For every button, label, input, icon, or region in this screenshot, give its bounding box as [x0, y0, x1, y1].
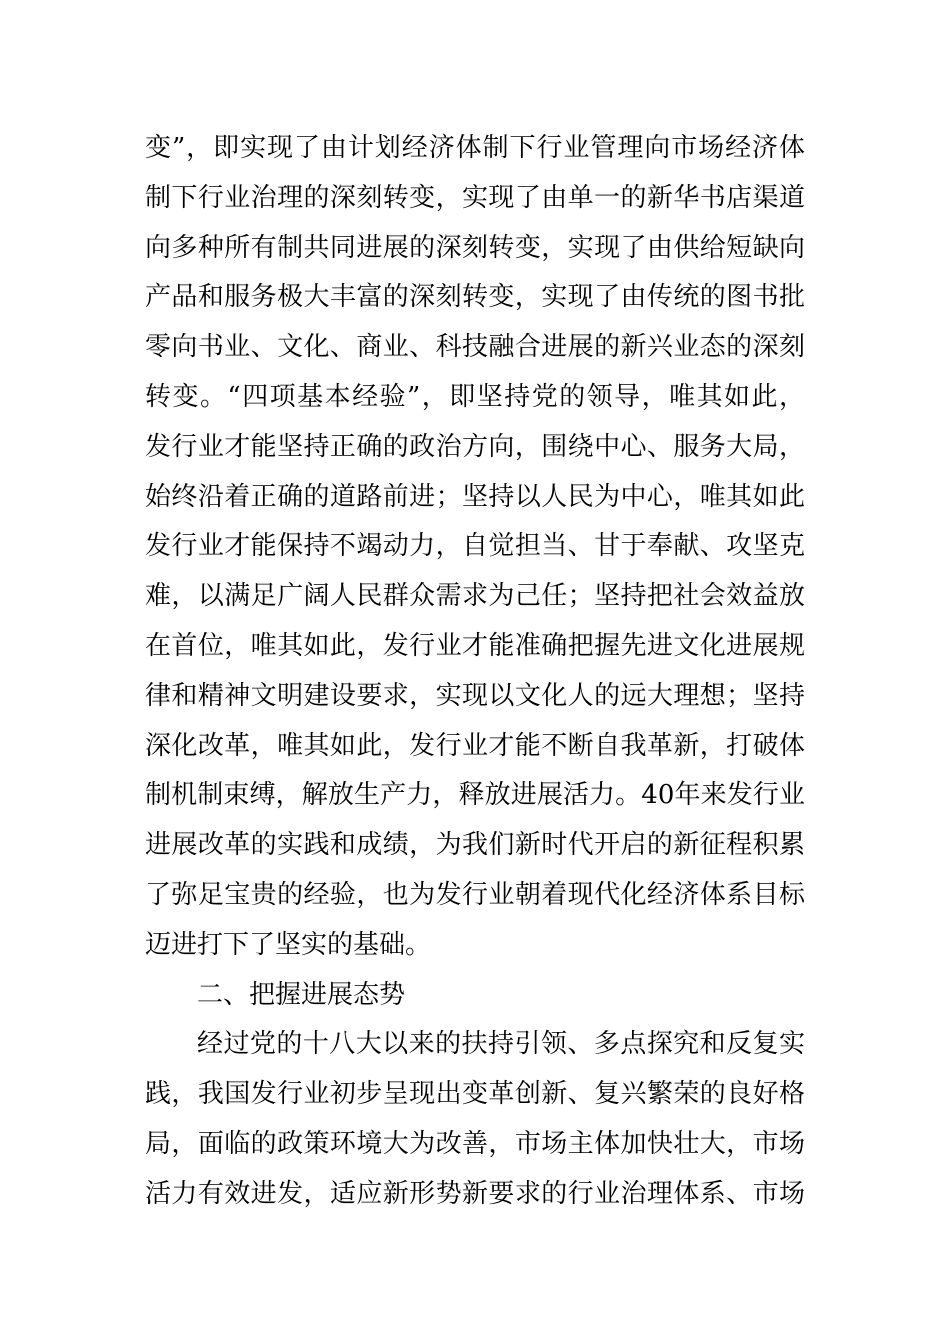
text-line: 进展改革的实践和成绩，为我们新时代开启的新征程积累	[145, 830, 805, 861]
text-line: 发行业才能保持不竭动力，自觉担当、甘于奉献、攻坚克	[145, 531, 805, 562]
text-line: 律和精神文明建设要求，实现以文化人的远大理想；坚持	[145, 680, 805, 711]
paragraph-last-line: 迈进打下了坚实的基础。	[145, 929, 432, 960]
text-line: 局，面临的政策环境大为改善，市场主体加快壮大，市场	[145, 1128, 805, 1159]
text-line: 践，我国发行业初步呈现出变革创新、复兴繁荣的良好格	[145, 1079, 805, 1110]
paragraph-first-line: 经过党的十八大以来的扶持引领、多点探究和反复实	[197, 1029, 805, 1060]
text-line: 在首位，唯其如此，发行业才能准确把握先进文化进展规	[145, 630, 805, 661]
text-line: 零向书业、文化、商业、科技融合进展的新兴业态的深刻	[145, 332, 805, 363]
text-line: 产品和服务极大丰富的深刻转变，实现了由传统的图书批	[145, 282, 805, 313]
text-line: 转变。“四项基本经验”，即坚持党的领导，唯其如此，	[145, 381, 805, 412]
text-line: 活力有效进发，适应新形势新要求的行业治理体系、市场	[145, 1178, 805, 1209]
text-line: 始终沿着正确的道路前进；坚持以人民为中心，唯其如此	[145, 481, 805, 512]
text-line: 发行业才能坚持正确的政治方向，围绕中心、服务大局，	[145, 431, 805, 462]
text-line: 了弥足宝贵的经验，也为发行业朝着现代化经济体系目标	[145, 879, 805, 910]
document-body	[0, 124, 950, 1220]
text-line: 制下行业治理的深刻转变，实现了由单一的新华书店渠道	[145, 182, 805, 213]
section-heading: 二、把握进展态势	[197, 979, 406, 1010]
text-line: 向多种所有制共同进展的深刻转变，实现了由供给短缺向	[145, 232, 805, 263]
text-line: 深化改革，唯其如此，发行业才能不断自我革新，打破体	[145, 730, 805, 761]
text-line: 制机制束缚，解放生产力，释放进展活力。40年来发行业	[145, 780, 805, 811]
text-line: 难，以满足广阔人民群众需求为己任；坚持把社会效益放	[145, 581, 805, 612]
text-line: 变”，即实现了由计划经济体制下行业管理向市场经济体	[145, 133, 805, 163]
